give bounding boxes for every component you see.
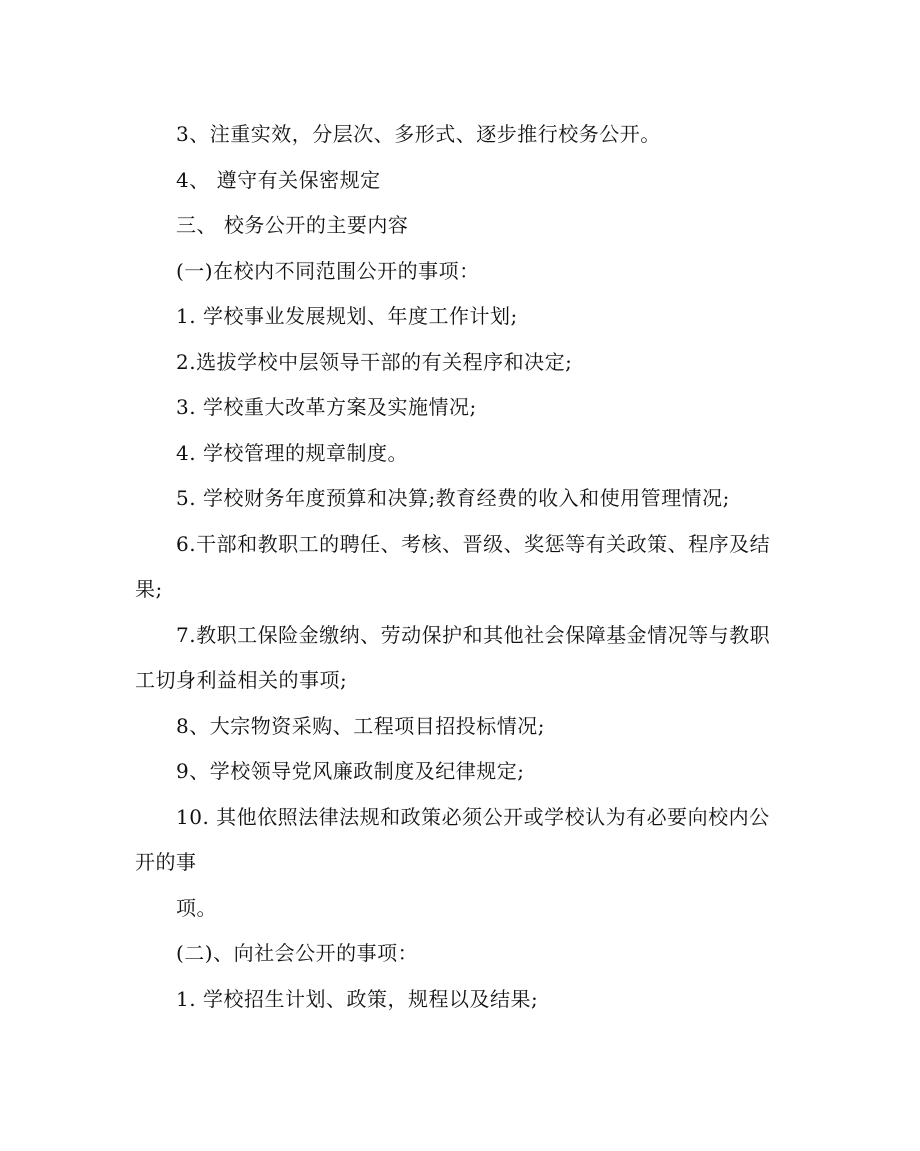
subsection-heading: (一)在校内不同范围公开的事项： (176, 258, 480, 283)
list-item: 2.选拔学校中层领导干部的有关程序和决定; (176, 349, 573, 374)
list-item: 7.教职工保险金缴纳、劳动保护和其他社会保障基金情况等与教职工切身利益相关的事项; (135, 622, 771, 692)
paragraph: 3、注重实效，分层次、多形式、逐步推行校务公开。 (176, 122, 661, 146)
section-heading: 三、 校务公开的主要内容 (176, 213, 409, 237)
list-item: 9、学校领导党风廉政制度及纪律规定; (176, 759, 525, 783)
subsection-heading: (二)、向社会公开的事项： (176, 941, 419, 965)
list-item: 10. 其他依照法律法规和政策必须公开或学校认为有必要向校内公开的事 (135, 804, 770, 874)
paragraph: 4、 遵守有关保密规定 (176, 167, 381, 192)
list-item: 1. 学校招生计划、政策，规程以及结果; (176, 986, 539, 1011)
list-item: 5. 学校财务年度预算和决算;教育经费的收入和使用管理情况; (176, 486, 730, 510)
list-item: 6.干部和教职工的聘任、考核、晋级、奖惩等有关政策、程序及结果; (135, 531, 771, 601)
list-item: 1. 学校事业发展规划、年度工作计划; (176, 304, 518, 328)
list-item: 3. 学校重大改革方案及实施情况; (176, 395, 477, 419)
list-item: 4. 学校管理的规章制度。 (176, 440, 408, 465)
list-item-continuation: 项。 (176, 895, 217, 920)
list-item: 8、大宗物资采购、工程项目招投标情况; (176, 713, 545, 738)
document-body (135, 112, 790, 1022)
